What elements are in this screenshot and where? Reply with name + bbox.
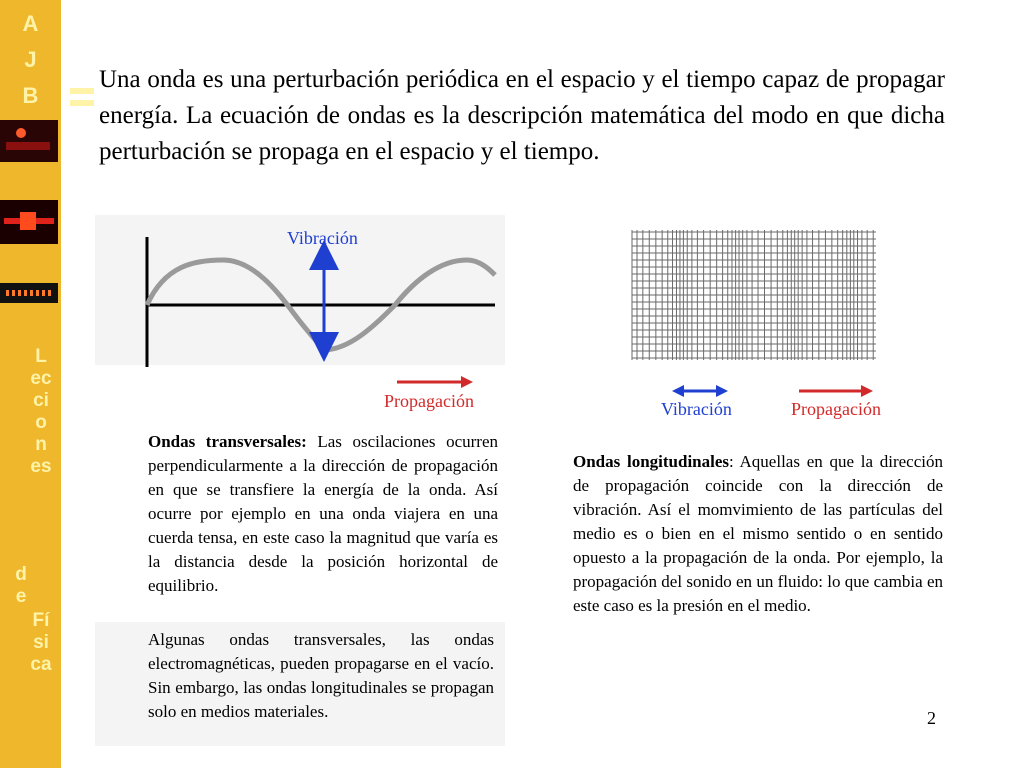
- transverse-vibration-label: Vibración: [287, 228, 358, 248]
- logo-text: [0, 12, 61, 120]
- sidebar-thumbnail-1: [0, 120, 58, 162]
- longitudinal-title: Ondas longitudinales: [573, 452, 730, 471]
- sidebar-thumbnail-2: [0, 200, 58, 244]
- longitudinal-vibration-label: Vibración: [661, 399, 732, 419]
- longitudinal-vibration-arrow: [672, 383, 728, 399]
- equals-mark-bottom: [70, 100, 94, 106]
- logo-letter: A: [22, 11, 39, 36]
- equals-mark-top: [70, 88, 94, 94]
- logo-letter: J: [24, 47, 37, 72]
- transverse-text: Las oscilaciones ocurren perpendicularmente a la dirección de propagación en que se transfiere la energía de la onda. Así ocurre por ejemplo en una onda viajera en una cuerda tensa, en este caso la magnitud que varía es la distancia desde la posición horizontal de equilibrio.: [148, 432, 498, 595]
- sidebar-word-de: de: [15, 564, 27, 607]
- transverse-propagation-arrow: [395, 374, 475, 390]
- sidebar-word-lecciones: Lecciones: [30, 346, 52, 477]
- intro-paragraph: Una onda es una perturbación periódica en el espacio y el tiempo capaz de propagar energía. La ecuación de ondas es la descripción matemática del modo en que dicha perturbación se propaga en el espacio y el tiempo.: [99, 66, 945, 165]
- sidebar-thumbnail-3: [0, 283, 58, 303]
- longitudinal-propagation-arrow: [797, 383, 877, 399]
- longitudinal-propagation-label: Propagación: [791, 399, 881, 419]
- transverse-propagation-label: Propagación: [384, 391, 474, 411]
- transverse-note: Algunas ondas transversales, las ondas electromagnéticas, pueden propagarse en el vacío. Sin embargo, las ondas longitudinales se propagan solo en medios materiales.: [148, 630, 494, 721]
- longitudinal-wave-diagram: [630, 230, 880, 362]
- page-number: 2: [927, 708, 936, 728]
- logo-letter: B: [22, 83, 39, 108]
- sidebar-logo: [0, 12, 61, 120]
- transverse-title: Ondas transversales:: [148, 432, 307, 451]
- longitudinal-text: : Aquellas en que la dirección de propagación coincide con la dirección de vibración. Así el momvimiento de las partículas del medio es o bien en el mismo sentido o en sentido opuesto a la propagación de la onda. Por ejemplo, la propagación del sonido en un fluido: lo que cambia en este caso es la presión en el medio.: [573, 452, 943, 615]
- longitudinal-description: [573, 450, 943, 618]
- transverse-description: [148, 430, 498, 598]
- sidebar-word-fisica: Física: [30, 610, 52, 675]
